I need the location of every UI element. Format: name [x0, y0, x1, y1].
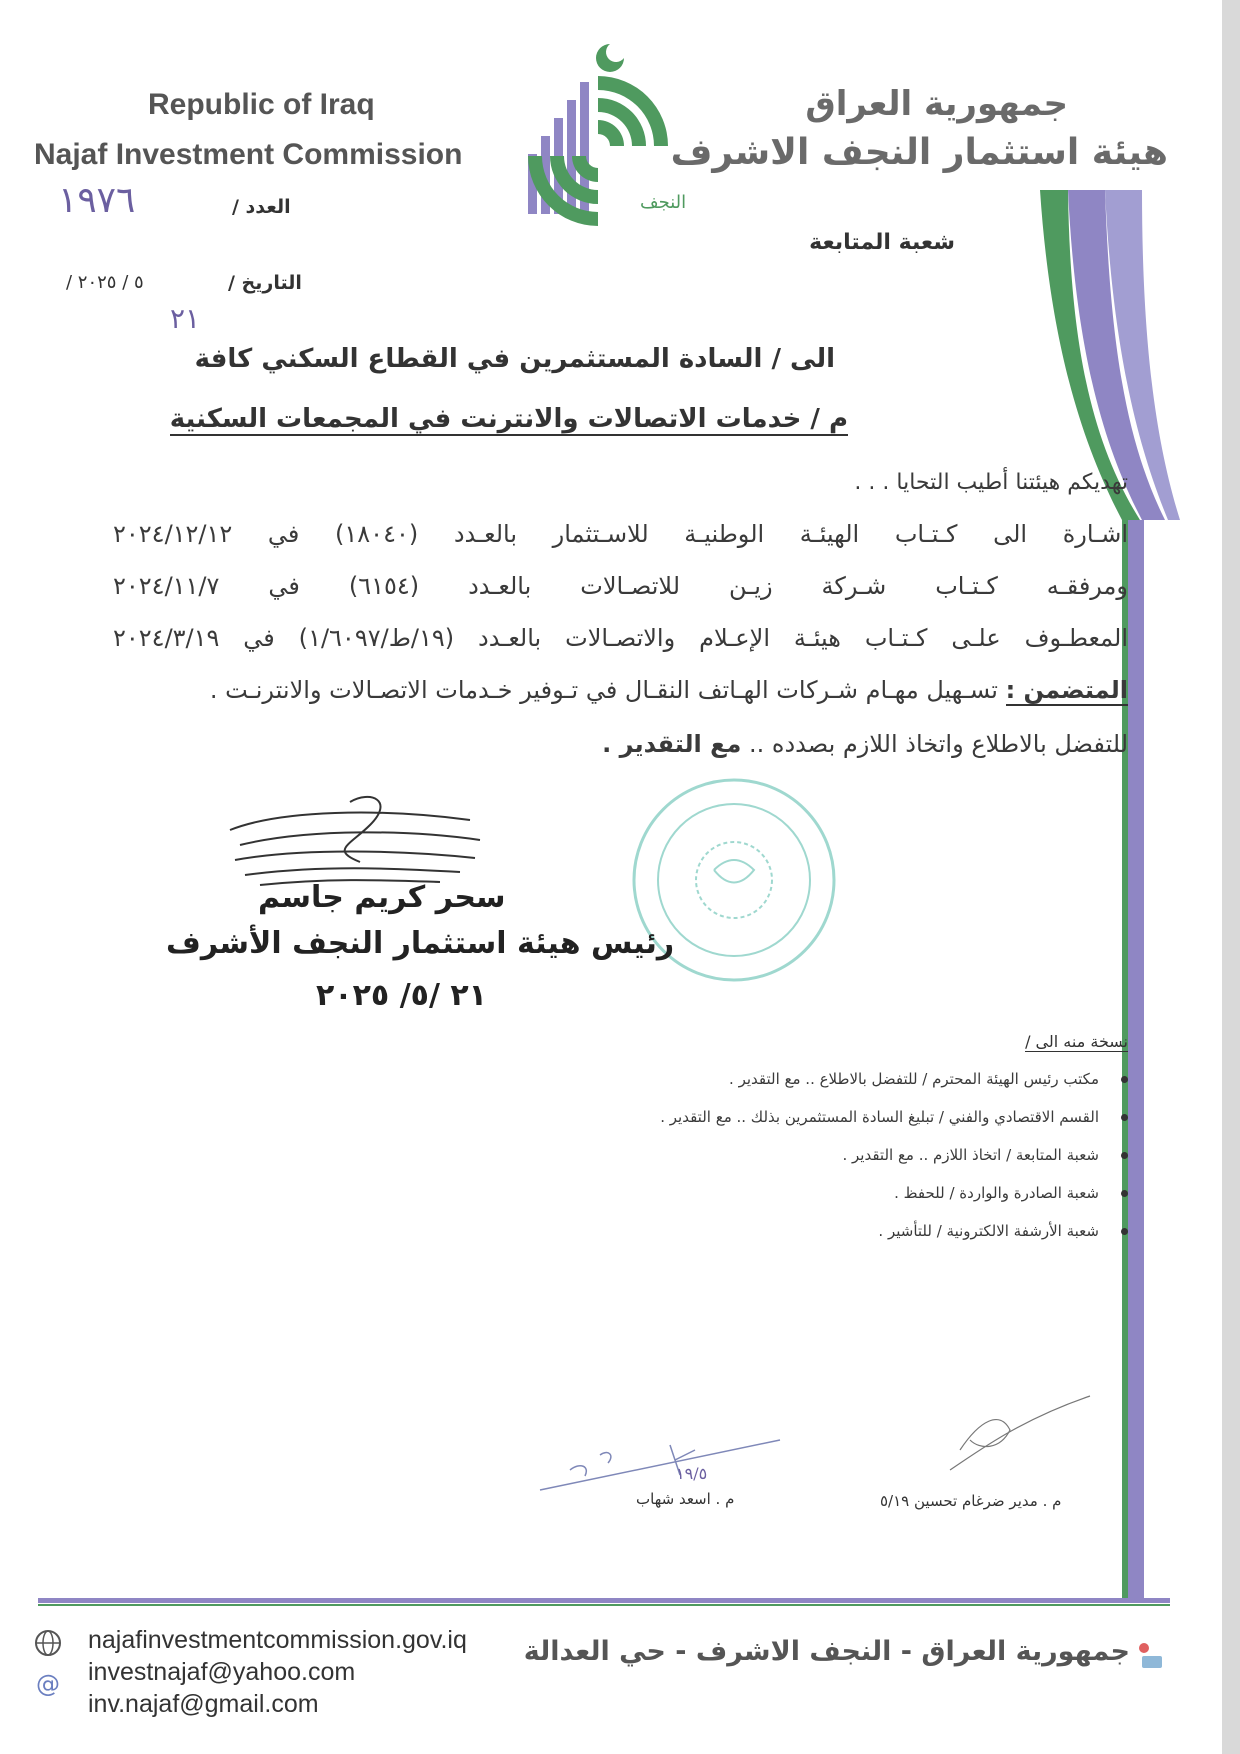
content-label: المتضمن : [1005, 676, 1128, 704]
number-label: العدد / [232, 196, 291, 218]
date-value: / ٥ / ٢٠٢٥ [66, 272, 144, 293]
globe-icon [30, 1628, 66, 1658]
bullet-icon [1121, 1190, 1128, 1197]
greeting: تهديكم هيئتنا أطيب التحايا . . . [854, 470, 1128, 495]
republic-en: Republic of Iraq [148, 88, 375, 121]
footer-divider [38, 1598, 1170, 1603]
bullet-icon [1121, 1228, 1128, 1235]
signatory-title: رئيس هيئة استثمار النجف الأشرف [166, 926, 675, 961]
svg-text:@: @ [36, 1670, 60, 1698]
copy-text: شعبة الصادرة والواردة / للحفظ . [894, 1184, 1099, 1202]
content-text: تسـهيل مهـام شـركات الهـاتف النقـال في تـوفير خـدمات الاتصـالات والانترنـت . [209, 676, 998, 704]
logo-text: النجف [640, 192, 687, 213]
body-line-1: اشـارة الى كـتـاب الهيئـة الوطنيـة للاسـتثمار بالعـدد (١٨٠٤٠) في ٢٠٢٤/١٢/١٢ [113, 520, 1128, 548]
left-initials-date: ١٩/٥ [676, 1464, 708, 1483]
copy-item [729, 1070, 1128, 1088]
republic-ar: جمهورية العراق [805, 84, 1068, 124]
signature-date: ٢١ /٥/ ٢٠٢٥ [316, 978, 487, 1013]
date-day: ٢١ [170, 302, 201, 335]
email-link-gmail[interactable]: inv.najaf@gmail.com [88, 1690, 319, 1718]
subject: م / خدمات الاتصالات والانترنت في المجمعات السكنية [169, 404, 848, 434]
closing-line [602, 730, 1128, 758]
copies-label: نسخة منه الى / [1025, 1032, 1128, 1051]
left-initials-scribble [530, 1420, 790, 1500]
footer-divider-accent [38, 1604, 1170, 1606]
copy-text: شعبة الأرشفة الالكترونية / للتأشير . [878, 1222, 1099, 1240]
email-link-yahoo[interactable]: investnajaf@yahoo.com [88, 1658, 356, 1686]
copy-text: القسم الاقتصادي والفني / تبليغ السادة المستثمرين بذلك .. مع التقدير . [660, 1108, 1099, 1126]
footer-address: جمهورية العراق - النجف الاشرف - حي العدالة [523, 1636, 1130, 1667]
website-link[interactable]: najafinvestmentcommission.gov.iq [88, 1626, 467, 1654]
closing-text: للتفضل بالاطلاع واتخاذ اللازم بصدده .. [749, 730, 1128, 758]
right-staff-name: م . مدير ضرغام تحسين ٥/١٩ [880, 1492, 1062, 1510]
bullet-icon [1121, 1114, 1128, 1121]
copy-item [878, 1222, 1128, 1240]
body-line-3: المعطـوف علـى كـتـاب هيئـة الإعـلام والاتصـالات بالعـدد (١٩/ط/١/٦٠٩٧) في ٢٠٢٤/٣/١٩ [113, 624, 1128, 652]
commission-logo [528, 36, 687, 236]
left-staff-name: م . اسعد شهاب [636, 1490, 735, 1508]
body-line-2: ومرفقـه كـتـاب شـركة زيـن للاتصـالات بالعـدد (٦١٥٤) في ٢٠٢٤/١١/٧ [113, 572, 1128, 600]
number-value: ١٩٧٦ [58, 180, 136, 221]
date-label: التاريخ / [228, 272, 302, 294]
department-label: شعبة المتابعة [809, 230, 955, 255]
content-line [113, 676, 1128, 704]
commission-ar: هيئة استثمار النجف الاشرف [670, 132, 1168, 173]
right-initials-scribble [940, 1390, 1100, 1480]
signatory-name: سحر كريم جاسم [258, 880, 506, 915]
copy-item [660, 1108, 1128, 1126]
copy-item [842, 1146, 1128, 1164]
copy-text: شعبة المتابعة / اتخاذ اللازم .. مع التقدير . [842, 1146, 1099, 1164]
commission-en: Najaf Investment Commission [34, 138, 463, 171]
scan-edge [1222, 0, 1240, 1754]
recipient: الى / السادة المستثمرين في القطاع السكني كافة [194, 344, 835, 374]
closing-bold: مع التقدير . [602, 730, 742, 758]
bullet-icon [1121, 1152, 1128, 1159]
location-icon [1136, 1640, 1166, 1670]
copy-item [894, 1184, 1128, 1202]
copy-text: مكتب رئيس الهيئة المحترم / للتفضل بالاطلاع .. مع التقدير . [729, 1070, 1099, 1088]
email-icon [30, 1668, 66, 1698]
bullet-icon [1121, 1076, 1128, 1083]
